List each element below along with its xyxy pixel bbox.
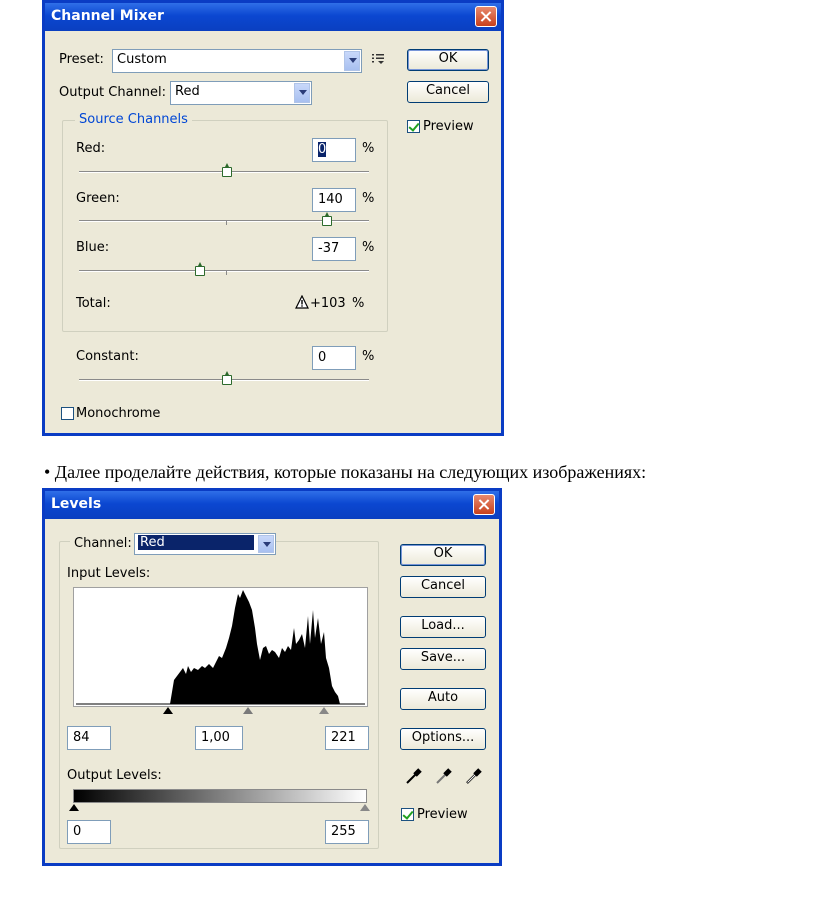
- red-value: 0: [318, 142, 327, 157]
- preview-checkbox[interactable]: [401, 808, 414, 821]
- red-slider-thumb[interactable]: [222, 167, 232, 177]
- auto-button[interactable]: Auto: [400, 688, 486, 710]
- total-value: +103: [310, 296, 346, 311]
- output-levels-label: Output Levels:: [67, 768, 162, 783]
- output-white-field[interactable]: 255: [325, 820, 369, 844]
- close-button[interactable]: [475, 6, 497, 27]
- output-white-slider[interactable]: [360, 804, 370, 811]
- chevron-down-icon: [344, 51, 360, 71]
- white-eyedropper-icon[interactable]: [465, 767, 483, 785]
- channel-mixer-dialog: [42, 0, 504, 436]
- total-label: Total:: [76, 296, 111, 311]
- green-percent: %: [362, 191, 375, 206]
- channel-label: Channel:: [70, 536, 136, 551]
- monochrome-checkbox[interactable]: [61, 407, 74, 420]
- output-channel-value: Red: [175, 84, 200, 99]
- preview-label: Preview: [423, 119, 474, 134]
- constant-label: Constant:: [76, 349, 139, 364]
- channel-mixer-title: Channel Mixer: [51, 8, 164, 24]
- chevron-down-icon: [258, 535, 274, 553]
- constant-percent: %: [362, 349, 375, 364]
- chevron-down-icon: [294, 83, 310, 103]
- save-button[interactable]: Save...: [400, 648, 486, 670]
- green-label: Green:: [76, 191, 120, 206]
- input-gamma-field[interactable]: 1,00: [195, 726, 243, 750]
- instruction-caption: • Далее проделайте действия, которые показаны на следующих изображениях:: [44, 462, 647, 482]
- options-button[interactable]: Options...: [400, 728, 486, 750]
- blue-label: Blue:: [76, 240, 110, 255]
- channel-mixer-titlebar[interactable]: [45, 3, 501, 31]
- output-black-field[interactable]: 0: [67, 820, 111, 844]
- histogram: [73, 587, 368, 707]
- histogram-graph: [74, 588, 367, 706]
- preset-select[interactable]: [112, 49, 362, 73]
- black-eyedropper-icon[interactable]: [405, 767, 423, 785]
- preview-checkbox[interactable]: [407, 120, 420, 133]
- source-channels-title: Source Channels: [75, 112, 192, 127]
- constant-field[interactable]: 0: [312, 346, 356, 370]
- blue-field[interactable]: -37: [312, 237, 356, 261]
- red-percent: %: [362, 141, 375, 156]
- cancel-button[interactable]: Cancel: [407, 81, 489, 103]
- constant-slider-thumb[interactable]: [222, 375, 232, 385]
- channel-select[interactable]: [134, 533, 276, 555]
- red-field[interactable]: [312, 138, 356, 162]
- green-slider-thumb[interactable]: [322, 216, 332, 226]
- warning-icon: [295, 295, 309, 309]
- preview-label: Preview: [417, 807, 468, 822]
- output-channel-select[interactable]: [170, 81, 312, 105]
- preset-options-icon[interactable]: [372, 53, 386, 65]
- preset-label: Preset:: [59, 52, 104, 67]
- input-black-slider[interactable]: [163, 707, 173, 714]
- ok-button[interactable]: OK: [400, 544, 486, 566]
- load-button[interactable]: Load...: [400, 616, 486, 638]
- output-gradient-bar: [73, 789, 367, 803]
- cancel-button[interactable]: Cancel: [400, 576, 486, 598]
- levels-title: Levels: [51, 496, 102, 512]
- green-slider-center-tick: [226, 221, 227, 225]
- blue-percent: %: [362, 240, 375, 255]
- output-channel-label: Output Channel:: [59, 85, 167, 100]
- input-white-field[interactable]: 221: [325, 726, 369, 750]
- channel-value: Red: [138, 535, 254, 550]
- input-black-field[interactable]: 84: [67, 726, 111, 750]
- red-label: Red:: [76, 141, 106, 156]
- ok-button[interactable]: OK: [407, 49, 489, 71]
- blue-slider-track[interactable]: [79, 270, 369, 272]
- preset-value: Custom: [117, 52, 167, 67]
- input-gamma-slider[interactable]: [243, 707, 253, 714]
- input-white-slider[interactable]: [319, 707, 329, 714]
- green-field[interactable]: 140: [312, 188, 356, 212]
- input-levels-label: Input Levels:: [67, 566, 151, 581]
- blue-slider-center-tick: [226, 271, 227, 275]
- output-black-slider[interactable]: [69, 804, 79, 811]
- monochrome-label: Monochrome: [76, 406, 161, 421]
- total-percent: %: [352, 296, 365, 311]
- levels-titlebar[interactable]: [45, 491, 499, 519]
- levels-dialog: [42, 488, 502, 866]
- close-button[interactable]: [473, 494, 495, 515]
- blue-slider-thumb[interactable]: [195, 266, 205, 276]
- gray-eyedropper-icon[interactable]: [435, 767, 453, 785]
